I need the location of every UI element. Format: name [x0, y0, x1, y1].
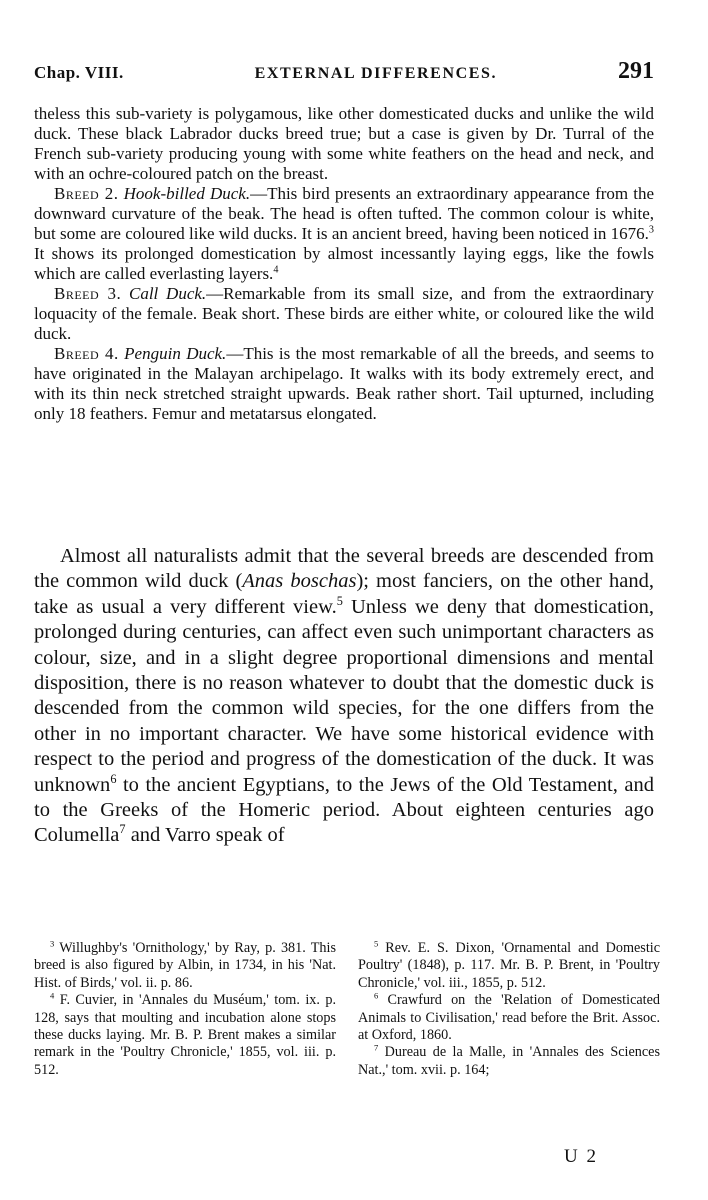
footnotes-left-column: [34, 940, 336, 1079]
footnote-6: $^6$ Crawfurd on the 'Relation of Domesticated Animals to Civilisation,' read before the Brit. Assoc. at Oxford, 1860.: [358, 990, 660, 1044]
breed-name: Penguin Duck.: [124, 344, 227, 363]
paragraph-breed-2: Breed 2. Hook-billed Duck.—This bird presents an extraordinary appearance from the downward curvature of the beak. The head is often tufted. The common colour is white, but some are coloured like wild ducks. It is an ancient breed, having been noticed in 1676.$^3$ It shows its prolonged domestication by almost incessantly laying eggs, like the fowls which are called everlasting layers.$^4$: [34, 184, 654, 283]
footnote-ref: 7: [119, 822, 126, 837]
footnote-ref: 5: [336, 593, 343, 608]
breed-label: Breed 4.: [54, 344, 119, 363]
footnote-5: $^5$ Rev. E. S. Dixon, 'Ornamental and Domestic Poultry' (1848), p. 117. Mr. B. P. Brent, in 'Poultry Chronicle,' vol. iii., 1855, p. 512.: [358, 938, 660, 991]
breed-name: Call Duck.: [128, 284, 207, 303]
footnote-ref: 3: [648, 224, 654, 236]
main-text-section: [34, 544, 654, 849]
footnotes: [34, 940, 660, 1079]
signature-mark: U 2: [564, 1146, 598, 1167]
footnote-4: $^4$ F. Cuvier, in 'Annales du Muséum,' tom. ix. p. 128, says that moulting and incubation alone stops these ducks laying. Mr. B. P. Brent makes a similar remark in the 'Poultry Chronicle,' 1855, vol. iii. p. 512.: [34, 990, 336, 1078]
breed-label: Breed 2.: [54, 184, 119, 203]
running-header: [34, 58, 654, 90]
chapter-label: Chap. VIII.: [34, 63, 124, 82]
breed-label: Breed 3.: [54, 284, 122, 303]
main-paragraph: Almost all naturalists admit that the several breeds are descended from the common wild duck (Anas boschas); most fanciers, on the other hand, take as usual a very different view.$^5$ Unless we deny that domestication, prolonged during centuries, can affect even such unimportant characters as colour, size, and in a slight degree proportional dimensions and mental disposition, there is no reason whatever to doubt that the domestic duck is descended from the common wild species, for the one differs from the other in no important character. We have some historical evidence with respect to the period and progress of the domestication of the duck. It was unknown$^6$ to the ancient Egyptians, to the Jews of the Old Testament, and to the Greeks of the Homeric period. About eighteen centuries ago Columella$^7$ and Varro speak of: [34, 545, 655, 847]
breed-name: Hook-billed Duck.: [123, 184, 251, 203]
paragraph-continuation: theless this sub-variety is polygamous, like other domesticated ducks and unlike the wild duck. These black Labrador ducks breed true; but a case is given by Dr. Turral of the French sub-variety producing young with some white feathers on the head and neck, and with an ochre-coloured patch on the breast.: [34, 104, 654, 183]
footnote-3: $^3$ Willughby's 'Ornithology,' by Ray, p. 381. This breed is also figured by Albin, in 1734, in his 'Nat. Hist. of Birds,' vol. ii. p. 86.: [34, 938, 336, 991]
species-name: Anas boschas: [242, 570, 357, 593]
page-number: 291: [617, 58, 654, 84]
small-type-section: [34, 104, 654, 424]
footnotes-right-column: [358, 940, 660, 1079]
paragraph-breed-3: Breed 3. Call Duck.—Remarkable from its small size, and from the extraordinary loquacity of the female. Beak short. These birds are either white, or coloured like the wild duck.: [34, 284, 655, 343]
footnote-ref: 4: [273, 264, 279, 276]
footnote-ref: 6: [110, 771, 117, 786]
running-title: EXTERNAL DIFFERENCES.: [254, 65, 498, 82]
paragraph-breed-4: Breed 4. Penguin Duck.—This is the most remarkable of all the breeds, and seems to have originated in the Malayan archipelago. It walks with its body extremely erect, and with its thin neck stretched straight upwards. Beak rather short. Tail upturned, including only 18 feathers. Femur and metatarsus elongated.: [34, 344, 655, 423]
footnote-7: $^7$ Dureau de la Malle, in 'Annales des Sciences Nat.,' tom. xvii. p. 164;: [358, 1042, 660, 1078]
